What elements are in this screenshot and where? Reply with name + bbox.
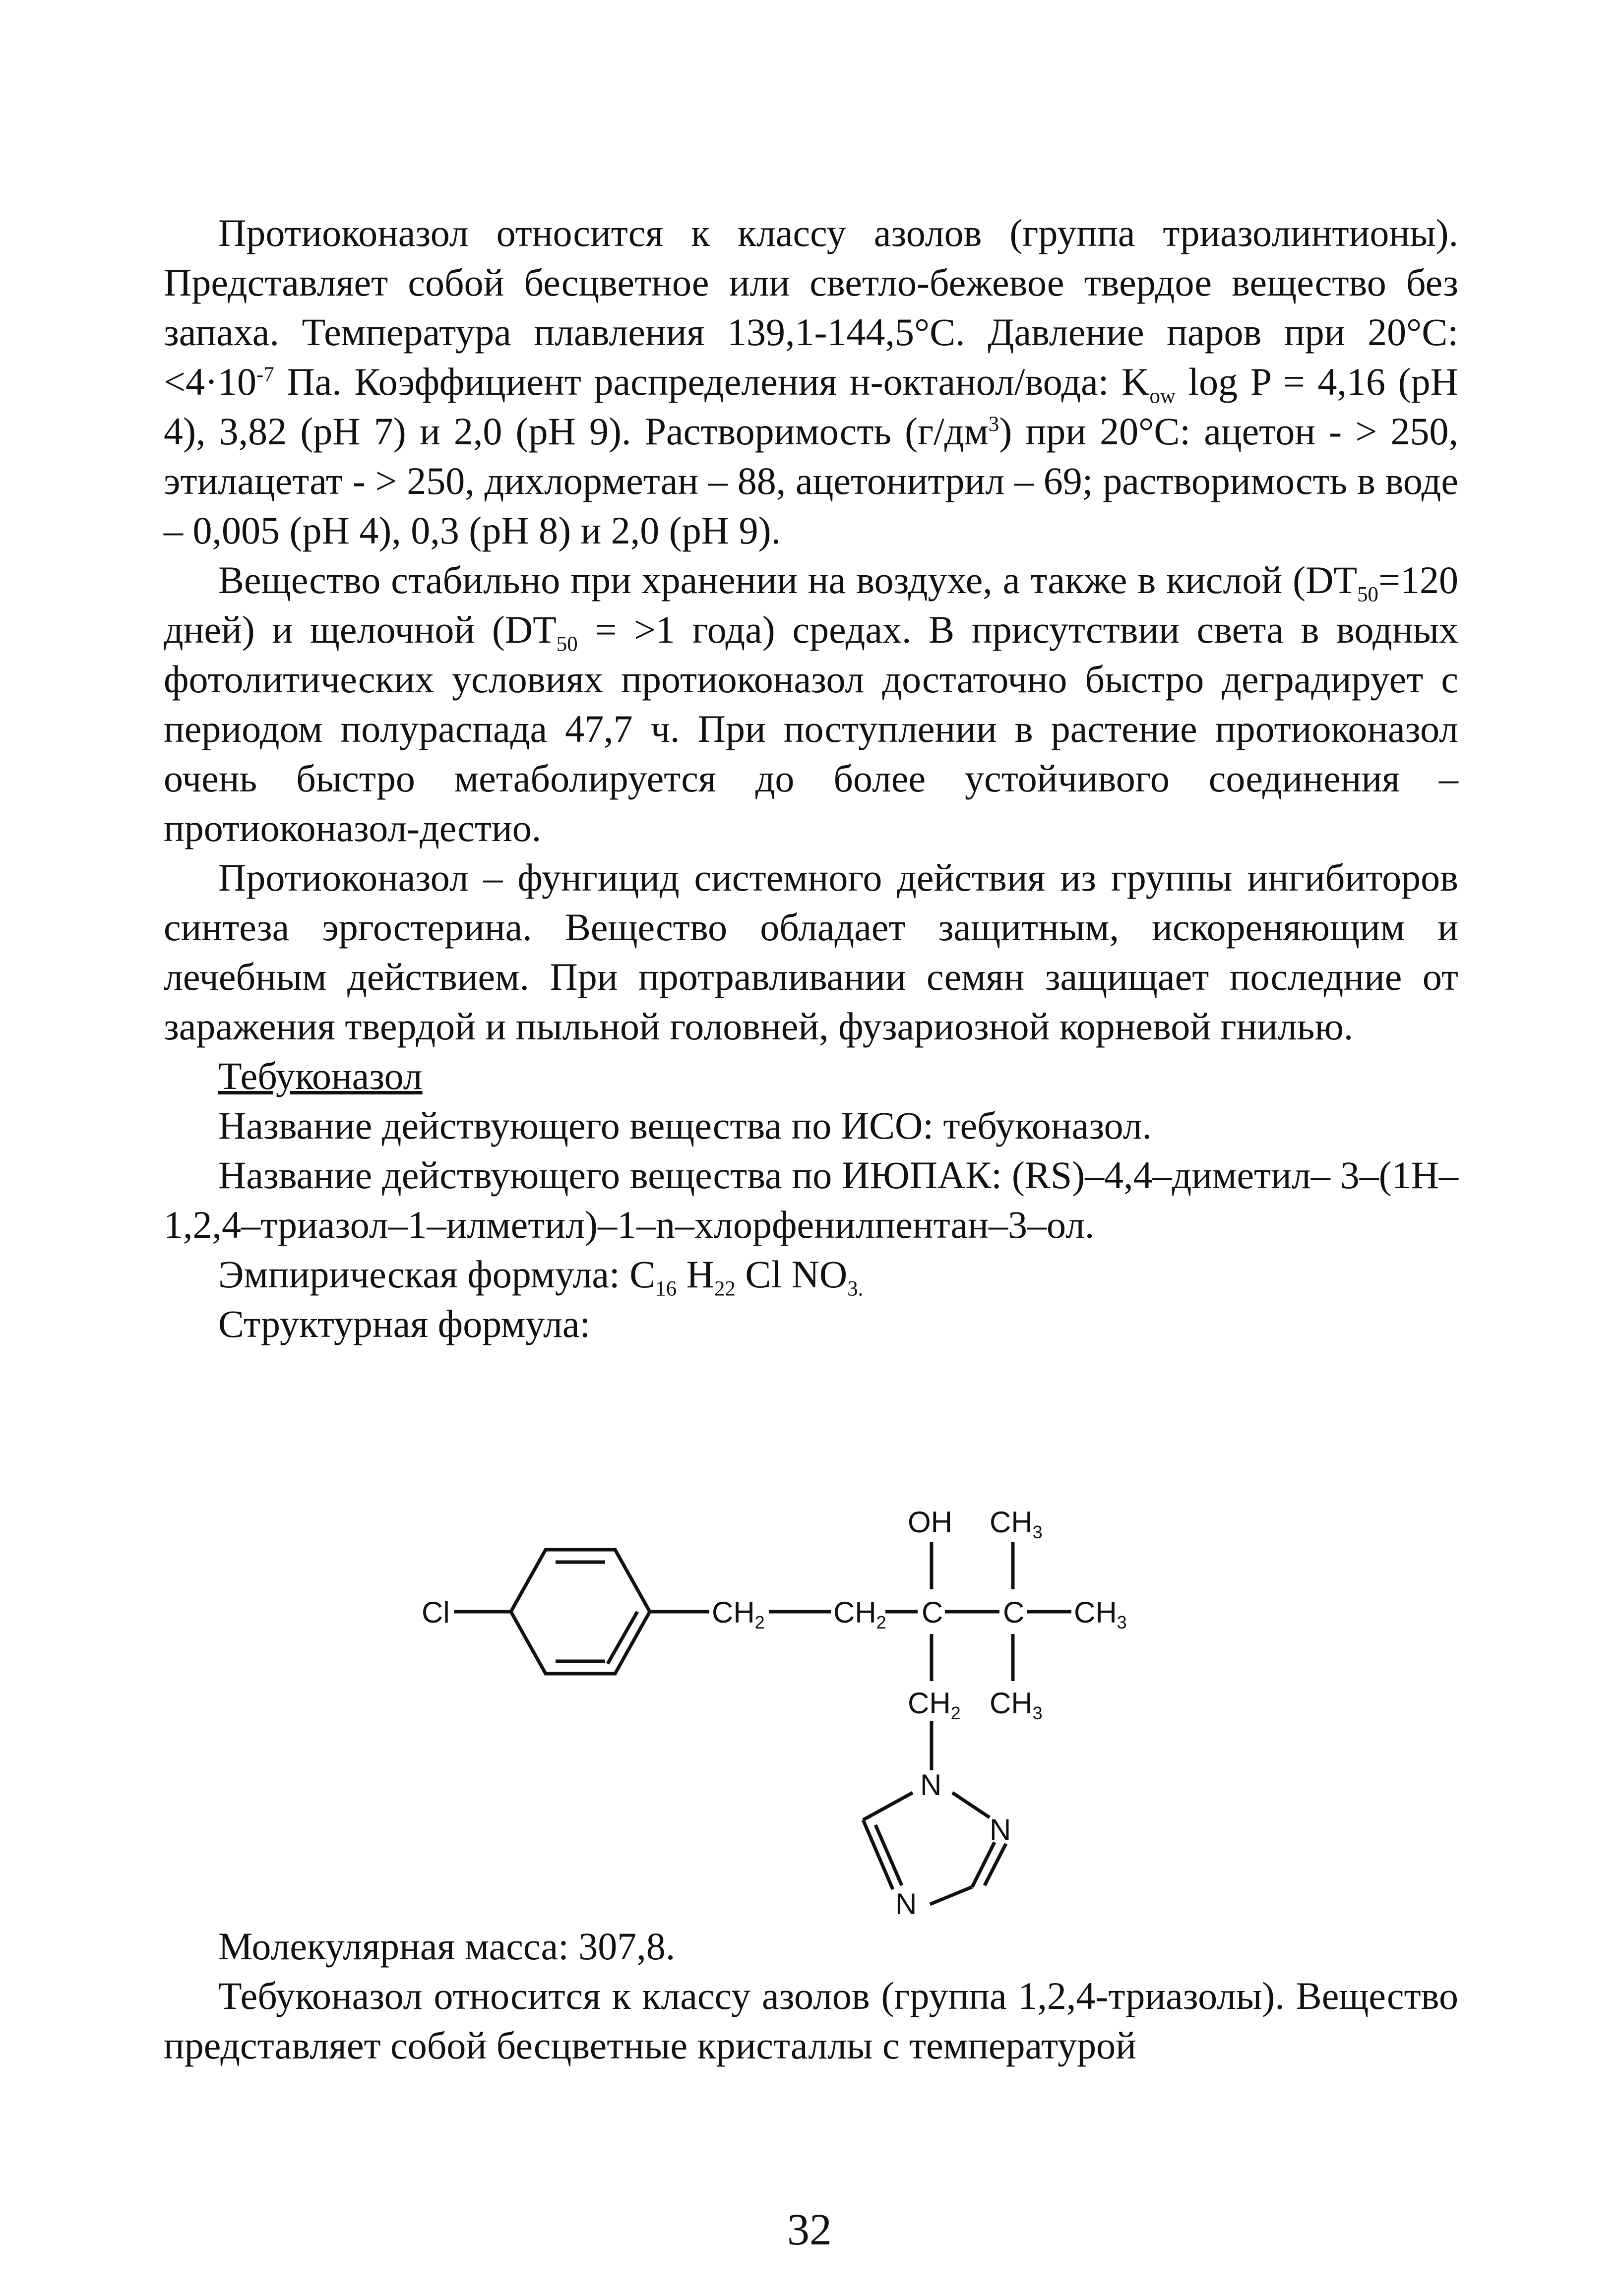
section-heading [164, 1051, 1458, 1101]
superscript: -7 [256, 363, 274, 386]
iupac-name [164, 1150, 1458, 1250]
tebuconazole-structure [412, 1483, 1305, 1929]
text-run: Па. Коэффициент распределения н-октанол/вода: K [274, 360, 1150, 403]
iso-name-line: Название действующего вещества по ИСО: тебуконазол. [218, 1104, 1152, 1147]
ch3-label: $CH_3$ [990, 1687, 1043, 1723]
ch2-label: $CH_2$ [712, 1596, 765, 1632]
structural-formula [412, 1483, 1305, 1929]
text-run: Протиоконазол относится к классу азолов (группа триазолинтионы). Представляет собой бесцветное или светло-бежевое твердое вещество без запаха. Температура плавления 139,1-144,5°C. Давление паров при 20°C: <4·10 [164, 211, 1458, 403]
text-run: Вещество стабильно при хранении на воздухе, а также в кислой (DT [218, 558, 1358, 602]
text-run: Название действующего вещества по ИЮПАК: (RS)–4,4–диметил– [218, 1153, 1330, 1197]
superscript: 3 [988, 413, 999, 436]
subscript: 16 [655, 1277, 677, 1301]
paragraph-tebuconazole: Тебуконазол относится к классу азолов (группа 1,2,4-триазолы). Вещество представляет собой бесцветные кристаллы с температурой [164, 1974, 1458, 2067]
page-number: 32 [787, 2205, 832, 2254]
body-text-bottom [164, 1922, 1458, 2070]
paragraph-fungicide: Протиоконазол – фунгицид системного действия из группы ингибиторов синтеза эргостерина. Вещество обладает защитным, искореняющим и лечебным действием. При протравливании семян защищает последние от заражения твердой и пыльной головней, фузариозной корневой гнилью. [164, 856, 1458, 1048]
nitrogen-label: N [920, 1768, 942, 1802]
hydroxyl-label: OH [908, 1506, 952, 1539]
ch2-label: $CH_2$ [908, 1687, 961, 1723]
carbon-label: C [1003, 1596, 1025, 1629]
text-run: ) при 20°C: ацетон - > 250, этилацетат - > 250, дихлорметан – 88, ацетонитрил – 69; растворимость в воде – 0,005 (pH 4), 0,3 (pH 8) и 2,0 (pH 9). [164, 410, 1458, 552]
paragraph-prothioconazole-properties [164, 208, 1458, 555]
text-run: H [677, 1253, 714, 1296]
empirical-formula-line [164, 1250, 1458, 1299]
text-run: 3–(1H–1,2,4–триазол–1–илметил)–1–n–хлорфенилпентан–3–ол. [164, 1153, 1459, 1246]
text-run: Эмпирическая формула: [218, 1253, 630, 1296]
ch3-label: $CH_3$ [1074, 1596, 1127, 1632]
structural-formula-label: Структурная формула: [218, 1302, 591, 1345]
heading-text: Тебуконазол [218, 1054, 423, 1097]
benzene-ring [511, 1550, 650, 1674]
chlorine-label: Cl [422, 1596, 450, 1629]
text-run: =120 дней) и щелочной (DT [164, 558, 1458, 651]
body-text [164, 208, 1458, 1349]
text-run: log P = 4,16 (pH 4), 3,82 (pH 7) и 2,0 (pH 9). Растворимость (г/дм [164, 360, 1458, 453]
ch3-label: $CH_3$ [990, 1506, 1043, 1542]
subscript: 50 [1357, 583, 1378, 606]
subscript: ow [1149, 384, 1176, 408]
subscript: 22 [714, 1277, 736, 1301]
molar-mass-line: Молекулярная масса: 307,8. [218, 1925, 676, 1968]
text-run: C [629, 1253, 656, 1296]
ch2-label: $CH_2$ [833, 1596, 886, 1632]
subscript: 50 [556, 632, 578, 656]
carbon-label: C [922, 1596, 943, 1629]
text-run: Cl NO [735, 1253, 848, 1296]
nitrogen-label: N [895, 1887, 917, 1921]
nitrogen-label: N [990, 1813, 1011, 1846]
paragraph-stability [164, 555, 1458, 853]
subscript: 3. [847, 1277, 864, 1301]
text-run: = >1 года) средах. В присутствии света в водных фотолитических условиях протиоконазол достаточно быстро деградирует с периодом полураспада 47,7 ч. При поступлении в растение протиоконазол очень быстро метаболируется до более устойчивого соединения – протиоконазол-дестио. [164, 608, 1458, 849]
